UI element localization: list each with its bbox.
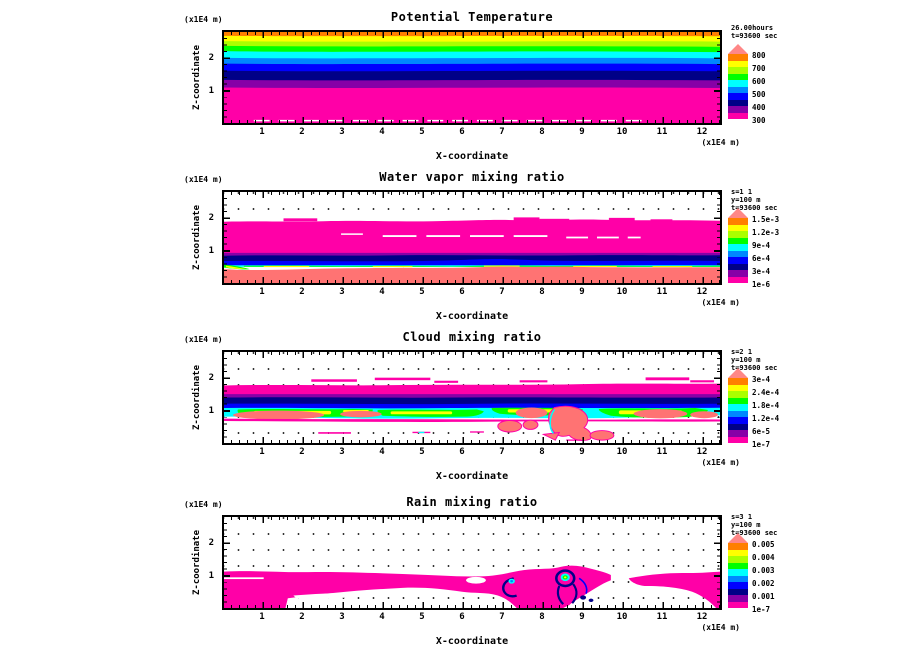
colorbar-label: 1e-6 [752, 280, 771, 289]
y-minor-ticks-right [717, 32, 720, 123]
x-tick-label: 6 [459, 127, 465, 137]
x-axis-label: X-coordinate [435, 311, 509, 322]
colorbar-band [728, 398, 748, 405]
x-tick-labels [222, 127, 722, 139]
x-tick-label: 4 [379, 612, 385, 622]
x-tick-label: 12 [696, 612, 708, 622]
x-tick-label: 10 [616, 127, 628, 137]
plot-area [222, 515, 722, 610]
colorbar-band [728, 391, 748, 398]
annotation-line: y=100 m [731, 196, 761, 204]
colorbar-label: 500 [752, 90, 766, 99]
y-tick-label: 1 [208, 571, 214, 582]
colorbar-triangle [728, 368, 748, 378]
legend-annotation [731, 24, 821, 40]
y-major-ticks-right [714, 517, 720, 608]
x-tick-label: 3 [339, 612, 345, 622]
colorbar-label: 0.003 [752, 566, 775, 575]
y-tick-labels [196, 30, 216, 125]
x-tick-label: 7 [499, 127, 505, 137]
x-tick-label: 5 [419, 287, 425, 297]
colorbar-band [728, 257, 748, 264]
contour-field [224, 517, 720, 608]
y-axis-label: Z-coordinate [192, 204, 202, 271]
colorbar-band [728, 437, 748, 444]
x-major-ticks-bottom [224, 117, 720, 123]
plot-area [222, 350, 722, 445]
x-tick-label: 9 [579, 127, 585, 137]
colorbar-label: 0.001 [752, 592, 775, 601]
colorbar-band [728, 218, 748, 225]
colorbar-label: 1.2e-3 [752, 228, 780, 237]
colorbar-band [728, 67, 748, 74]
x-minor-ticks-bottom [224, 440, 720, 443]
colorbar-band [728, 264, 748, 271]
x-axis-label: X-coordinate [435, 636, 509, 647]
colorbar-label: 1.8e-4 [752, 401, 780, 410]
colorbar-band [728, 238, 748, 245]
y-major-ticks-right [714, 192, 720, 283]
x-tick-label: 4 [379, 447, 385, 457]
x-tick-label: 12 [696, 287, 708, 297]
colorbar-band [728, 411, 748, 418]
y-major-ticks-left [224, 192, 230, 283]
y-axis-unit: (x1E4 m) [184, 500, 223, 509]
colorbar-band [728, 225, 748, 232]
x-tick-label: 11 [656, 127, 668, 137]
colorbar-band [728, 417, 748, 424]
colorbar-label: 3e-4 [752, 267, 771, 276]
legend-annotation [731, 188, 821, 212]
x-tick-label: 7 [499, 612, 505, 622]
x-major-ticks-top [224, 517, 720, 523]
y-tick-label: 2 [208, 373, 214, 384]
colorbar-band [728, 563, 748, 570]
x-tick-label: 8 [539, 612, 545, 622]
annotation-line: t=93600 sec [731, 204, 778, 212]
colorbar-band [728, 231, 748, 238]
y-axis-unit: (x1E4 m) [184, 15, 223, 24]
colorbar-band [728, 430, 748, 437]
annotation-line: 26.00hours [731, 24, 774, 32]
y-tick-label: 1 [208, 86, 214, 97]
page-title: Water vapor mixing ratio [379, 169, 565, 184]
colorbar-band [728, 543, 748, 550]
page-title: Rain mixing ratio [406, 494, 538, 509]
x-tick-label: 12 [696, 127, 708, 137]
y-minor-ticks-right [717, 352, 720, 443]
x-tick-label: 1 [259, 287, 265, 297]
colorbar-band [728, 424, 748, 431]
y-tick-labels [196, 190, 216, 285]
x-tick-label: 9 [579, 447, 585, 457]
contour-field [224, 192, 720, 283]
x-tick-label: 1 [259, 447, 265, 457]
y-tick-label: 1 [208, 406, 214, 417]
colorbar-label: 3e-4 [752, 375, 771, 384]
x-axis-label: X-coordinate [435, 151, 509, 162]
colorbar-triangle [728, 533, 748, 543]
colorbar-label: 1.5e-3 [752, 215, 780, 224]
x-tick-label: 7 [499, 447, 505, 457]
colorbar-label: 700 [752, 64, 766, 73]
x-tick-label: 10 [616, 287, 628, 297]
x-minor-ticks-bottom [224, 120, 720, 123]
x-tick-label: 2 [299, 287, 305, 297]
x-major-ticks-bottom [224, 277, 720, 283]
annotation-line: s=3 1 [731, 513, 753, 521]
y-major-ticks-right [714, 32, 720, 123]
y-axis-unit: (x1E4 m) [184, 175, 223, 184]
colorbar-band [728, 74, 748, 81]
plot-area [222, 30, 722, 125]
x-major-ticks-bottom [224, 437, 720, 443]
page-title: Potential Temperature [390, 9, 554, 24]
colorbar-band [728, 385, 748, 392]
y-tick-label: 1 [208, 246, 214, 257]
colorbar-band [728, 576, 748, 583]
colorbar-band [728, 550, 748, 557]
colorbar-band [728, 61, 748, 68]
x-tick-label: 8 [539, 287, 545, 297]
y-minor-ticks-left [224, 352, 227, 443]
annotation-line: t=93600 sec [731, 32, 778, 40]
contour-field [224, 32, 720, 123]
x-major-ticks-top [224, 352, 720, 358]
x-tick-label: 2 [299, 127, 305, 137]
colorbar-band [728, 93, 748, 100]
x-tick-labels [222, 287, 722, 299]
x-minor-ticks-bottom [224, 605, 720, 608]
legend-annotation [731, 348, 821, 372]
x-major-ticks-top [224, 32, 720, 38]
x-minor-ticks-top [224, 352, 720, 355]
x-tick-labels [222, 612, 722, 624]
x-major-ticks-bottom [224, 602, 720, 608]
y-major-ticks-left [224, 517, 230, 608]
x-axis-label: X-coordinate [435, 471, 509, 482]
colorbar-label: 2.4e-4 [752, 388, 780, 397]
y-tick-label: 2 [208, 213, 214, 224]
y-major-ticks-right [714, 352, 720, 443]
x-tick-label: 6 [459, 612, 465, 622]
legend-annotation [731, 513, 821, 537]
colorbar-legend [728, 533, 775, 614]
y-minor-ticks-left [224, 32, 227, 123]
colorbar-triangle [728, 208, 748, 218]
x-major-ticks-top [224, 192, 720, 198]
x-tick-label: 5 [419, 447, 425, 457]
x-tick-label: 2 [299, 612, 305, 622]
colorbar-legend [728, 44, 766, 125]
x-tick-label: 9 [579, 612, 585, 622]
colorbar-triangle [728, 44, 748, 54]
annotation-line: s=2 1 [731, 348, 753, 356]
colorbar-band [728, 244, 748, 251]
x-tick-label: 11 [656, 447, 668, 457]
colorbar-band [728, 595, 748, 602]
x-tick-label: 9 [579, 287, 585, 297]
colorbar-band [728, 80, 748, 87]
colorbar-band [728, 582, 748, 589]
annotation-line: t=93600 sec [731, 529, 778, 537]
x-axis-unit: (x1E4 m) [701, 138, 740, 147]
x-tick-label: 3 [339, 447, 345, 457]
y-tick-labels [196, 350, 216, 445]
colorbar-label: 300 [752, 116, 766, 125]
x-tick-labels [222, 447, 722, 459]
x-tick-label: 2 [299, 447, 305, 457]
annotation-line: s=1 1 [731, 188, 753, 196]
y-axis-label: Z-coordinate [192, 364, 202, 431]
plot-area [222, 190, 722, 285]
x-tick-label: 11 [656, 287, 668, 297]
y-major-ticks-left [224, 32, 230, 123]
colorbar-label: 1e-7 [752, 605, 771, 614]
colorbar-band [728, 404, 748, 411]
y-minor-ticks-left [224, 517, 227, 608]
x-tick-label: 3 [339, 127, 345, 137]
x-tick-label: 6 [459, 447, 465, 457]
colorbar-label: 1e-7 [752, 440, 771, 449]
colorbar-label: 1.2e-4 [752, 414, 780, 423]
colorbar-band [728, 87, 748, 94]
x-tick-label: 10 [616, 447, 628, 457]
y-axis-label: Z-coordinate [192, 529, 202, 596]
colorbar-band [728, 113, 748, 120]
colorbar-band [728, 251, 748, 258]
y-tick-label: 2 [208, 53, 214, 64]
x-minor-ticks-bottom [224, 280, 720, 283]
x-tick-label: 6 [459, 287, 465, 297]
x-tick-label: 5 [419, 612, 425, 622]
colorbar-band [728, 100, 748, 107]
y-minor-ticks-left [224, 192, 227, 283]
colorbar-band [728, 556, 748, 563]
x-tick-label: 8 [539, 447, 545, 457]
y-axis-unit: (x1E4 m) [184, 335, 223, 344]
x-tick-label: 1 [259, 612, 265, 622]
colorbar-label: 0.005 [752, 540, 775, 549]
x-minor-ticks-top [224, 517, 720, 520]
page-title: Cloud mixing ratio [402, 329, 542, 344]
x-tick-label: 4 [379, 127, 385, 137]
y-tick-labels [196, 515, 216, 610]
x-minor-ticks-top [224, 192, 720, 195]
colorbar-band [728, 589, 748, 596]
annotation-line: y=100 m [731, 521, 761, 529]
x-axis-unit: (x1E4 m) [701, 458, 740, 467]
x-minor-ticks-top [224, 32, 720, 35]
colorbar-band [728, 54, 748, 61]
y-minor-ticks-right [717, 192, 720, 283]
colorbar-band [728, 602, 748, 609]
y-axis-label: Z-coordinate [192, 44, 202, 111]
colorbar-band [728, 270, 748, 277]
colorbar-label: 0.002 [752, 579, 775, 588]
y-major-ticks-left [224, 352, 230, 443]
colorbar-label: 6e-4 [752, 254, 771, 263]
annotation-line: t=93600 sec [731, 364, 778, 372]
colorbar-label: 9e-4 [752, 241, 771, 250]
y-minor-ticks-right [717, 517, 720, 608]
colorbar-band [728, 569, 748, 576]
colorbar-band [728, 106, 748, 113]
colorbar-label: 6e-5 [752, 427, 771, 436]
colorbar-label: 0.004 [752, 553, 775, 562]
annotation-line: y=100 m [731, 356, 761, 364]
x-axis-unit: (x1E4 m) [701, 298, 740, 307]
x-tick-label: 10 [616, 612, 628, 622]
x-tick-label: 4 [379, 287, 385, 297]
x-tick-label: 7 [499, 287, 505, 297]
x-tick-label: 3 [339, 287, 345, 297]
x-tick-label: 5 [419, 127, 425, 137]
colorbar-band [728, 378, 748, 385]
x-tick-label: 1 [259, 127, 265, 137]
x-tick-label: 8 [539, 127, 545, 137]
x-tick-label: 11 [656, 612, 668, 622]
colorbar-label: 800 [752, 51, 766, 60]
y-tick-label: 2 [208, 538, 214, 549]
x-axis-unit: (x1E4 m) [701, 623, 740, 632]
colorbar-band [728, 277, 748, 284]
colorbar-label: 600 [752, 77, 766, 86]
colorbar-label: 400 [752, 103, 766, 112]
x-tick-label: 12 [696, 447, 708, 457]
contour-field [224, 352, 720, 443]
